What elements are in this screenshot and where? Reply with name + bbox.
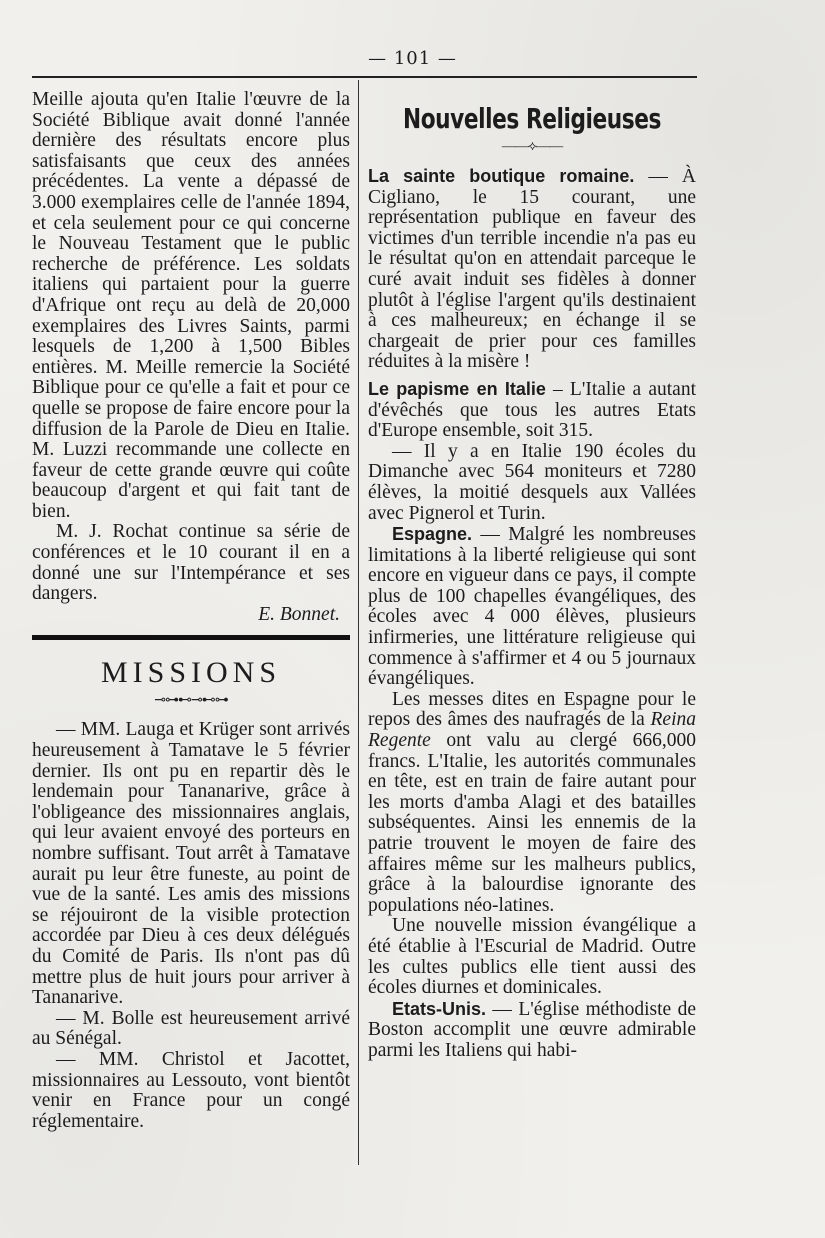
news-item-papisme bbox=[368, 379, 696, 442]
header-rule bbox=[32, 76, 697, 78]
news-item-text: — L'église méthodiste de Boston accomplit une œuvre admirable parmi les Italiens qui habi- bbox=[368, 998, 696, 1061]
mission-paragraph-christol: — MM. Christol et Jacottet, missionnaires au Lessouto, vont bientôt venir en France pour un congé réglementaire. bbox=[32, 1048, 350, 1132]
paragraph-meille: Meille ajouta qu'en Italie l'œuvre de la Société Biblique avait donné l'année dernière des résultats encore plus satisfaisants que ceux des années précédentes. La vente a dépassé de 3.000 exemplaires celle de l'année 1894, et cela seulement pour ce qui concerne le Nouveau Testament que le public recherche de préférence. Les soldats italiens qui partaient pour la guerre d'Afrique ont reçu au delà de 20,000 exemplaires des Livres Saints, parmi lesquels de 1,200 à 1,500 Bibles entières. M. Meille remercie la Société Biblique pour ce qu'elle a fait et pour ce quelle se propose de faire encore pour la diffusion de la Parole de Dieu en Italie. M. Luzzi recommande une collecte en faveur de cette grande œuvre qui coûte beaucoup d'argent et qui fait tant de bien. bbox=[32, 89, 350, 522]
right-column bbox=[368, 90, 696, 1062]
news-item-lead: Espagne. bbox=[392, 524, 473, 545]
page-number: — 101 — bbox=[368, 48, 457, 69]
news-item-text: Les messes dites en Espagne pour le repos des âmes des naufragés de la bbox=[368, 688, 696, 731]
news-item-lead: Etats-Unis. bbox=[392, 998, 487, 1019]
mission-paragraph-lauga: — MM. Lauga et Krüger sont arrivés heureusement à Tamatave le 5 février dernier. Ils ont pu en repartir dès le lendemain pour Tananarive, grâce à l'obligeance des missionnaires anglais, qui leur avaient envoyé des porteurs en nombre suffisant. Tout arrêt à Tamatave aurait pu leur être funeste, au point de vue de la santé. Les amis des missions se réjouiront de la visible protection accordée par Dieu à ces deux délégués du Comité de Paris. Ils n'ont pas dû mettre plus de huit jours pour arriver à Tananarive. bbox=[32, 719, 350, 1009]
news-item-messes bbox=[368, 690, 696, 917]
news-item-text: – L'Italie a autant d'évêchés que tous les autres Etats d'Europe ensemble, soit 315. bbox=[368, 378, 696, 442]
paragraph-rochat: M. J. Rochat continue sa série de conférences et le 10 courant il en a donné une sur l'Intempérance et ses dangers. bbox=[32, 521, 350, 605]
column-divider bbox=[358, 80, 359, 1165]
mission-paragraph-bolle: — M. Bolle est heureusement arrivé au Sénégal. bbox=[32, 1007, 350, 1050]
news-item-text: ont valu au clergé 666,000 francs. L'Italie, les autorités communales en tête, est en train de faire autant pour les morts d'amba Alagi et des batailles subséquentes. Ainsi les ennemis de la patrie trouvent le moyen de faire des affaires même sur les malheurs publics, grâce à la balourdise ignorante des populations néo-latines. bbox=[368, 730, 696, 916]
news-item-escurial: Une nouvelle mission évangélique a été établie à l'Escurial de Madrid. Outre les cultes publics elle tient aussi des écoles diurnes et dominicales. bbox=[368, 915, 696, 999]
ornament-divider-icon: ⊸⊶⊷⊸⊷⊶ bbox=[154, 693, 228, 709]
left-column bbox=[32, 90, 350, 1132]
news-item-lead: La sainte boutique romaine. bbox=[368, 166, 635, 186]
ship-name: Reina Regente bbox=[368, 709, 696, 752]
news-item-ecoles: — Il y a en Italie 190 écoles du Dimanche avec 564 moniteurs et 7280 élèves, la moitié desquels aux Vallées avec Pignerol et Turin. bbox=[368, 440, 696, 524]
news-item-lead: Le papisme en Italie bbox=[368, 378, 546, 399]
news-item-text: — Malgré les nombreuses limitations à la liberté religieuse qui sont encore en vigueur dans ce pays, il compte plus de 100 chapelles évangéliques, des écoles avec 4 000 élèves, plusieurs infirmeries, une littérature religieuse qui commence à s'affirmer et 4 ou 5 journaux évangéliques. bbox=[368, 524, 696, 690]
signature: E. Bonnet. bbox=[258, 603, 340, 625]
news-item-text: — À Cigliano, le 15 courant, une représentation publique en faveur des victimes d'un terrible incendie n'a pas eu le résultat qu'on en attendait parceque le curé avait induit ses fidèles à donner plutôt à l'église l'argent qu'ils destinaient à ces malheureux; en échange il se chargeait de prier pour ces familles réduites à la misère ! bbox=[368, 166, 696, 373]
news-item-espagne bbox=[368, 524, 696, 690]
religious-news-heading: Nouvelles Religieuses bbox=[403, 102, 661, 135]
news-item-etats-unis bbox=[368, 999, 696, 1062]
missions-heading: MISSIONS bbox=[100, 656, 282, 690]
section-rule bbox=[32, 635, 350, 640]
ornament-divider-icon: ——⟡—— bbox=[501, 139, 563, 154]
news-item-boutique bbox=[368, 166, 696, 373]
